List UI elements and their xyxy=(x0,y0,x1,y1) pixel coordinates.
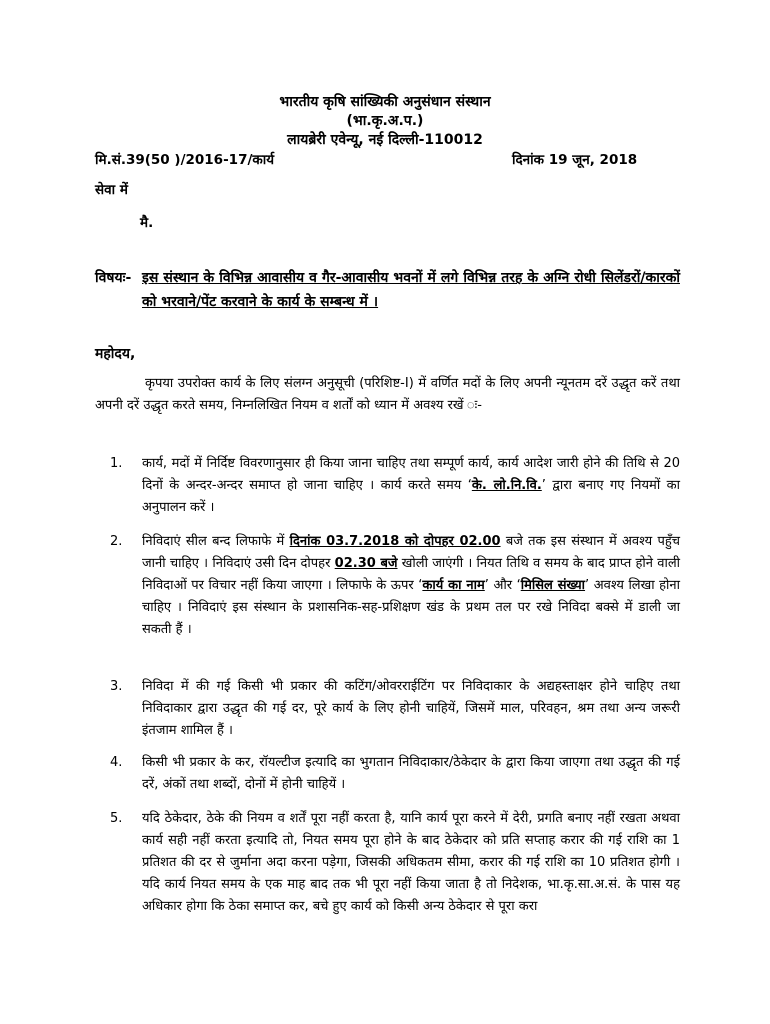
item-number: 5. xyxy=(110,811,123,826)
cpwd-emphasis: के. लो.नि.वि. xyxy=(471,478,542,493)
subject-label: विषयः- xyxy=(95,270,132,286)
subject-text: इस संस्थान के विभिन्न आवासीय व गैर-आवासीय भवनों में लगे विभिन्न तरह के अग्नि रोधी सिलेंडरों/कारकों को भरवाने/पेंट करवाने के कार्य के सम्बन्ध में । xyxy=(142,270,680,310)
opening-time-emphasis: 02.30 बजे xyxy=(334,556,398,571)
list-item xyxy=(110,752,680,796)
list-item xyxy=(110,676,680,742)
letter-date: दिनांक 19 जून, 2018 xyxy=(512,152,638,168)
list-item xyxy=(110,531,680,641)
institute-address: लायब्रेरी एवेन्यू, नई दिल्ली-110012 xyxy=(287,132,483,148)
item-text: निविदाएं सील बन्द लिफाफे में दिनांक 03.7.2018 को दोपहर 02.00 बजे तक इस संस्थान में अवश्य पहुँच जानी चाहिए । निविदाएं उसी दिन दोपहर 02.30 बजे खोली जाएंगी । नियत तिथि व समय के बाद प्राप्त होने वाली निविदाओं पर विचार नहीं किया जाएगा । लिफाफे के ऊपर ‘कार्य का नाम’ और ‘मिसिल संख्या’ अवश्य लिखा होना चाहिए । निविदाएं इस संस्थान के प्रशासनिक-सह-प्रशिक्षण खंड के प्रथम तल पर रखे निविदा बक्से में डाली जा सकती हैं । xyxy=(142,534,681,637)
list-item xyxy=(110,808,680,918)
item-number: 2. xyxy=(110,534,123,549)
item-number: 1. xyxy=(110,456,123,471)
item-text: यदि ठेकेदार, ठेके की नियम व शर्तें पूरा नहीं करता है, यानि कार्य पूरा करने में देरी, प्रगति बनाए नहीं रखता अथवा कार्य सही नहीं करता इत्यादि तो, नियत समय पूरा होने के बाद ठेकेदार को प्रति सप्ताह करार की गई राशि का 1 प्रतिशत की दर से जुर्माना अदा करना पड़ेगा, जिसकी अधिकतम सीमा, करार की गई राशि का 10 प्रतिशत होगी । यदि कार्य नियत समय के एक माह बाद तक भी पूरा नहीं किया जाता है तो निदेशक, भा.कृ.सा.अ.सं. के पास यह अधिकार होगा कि ठेका समाप्त कर, बचे हुए कार्य को किसी अन्य ठेकेदार से पूरा करा xyxy=(142,811,680,914)
list-item xyxy=(110,453,680,519)
item-text: कार्य, मदों में निर्दिष्ट विवरणानुसार ही किया जाना चाहिए तथा सम्पूर्ण कार्य, कार्य आदेश जारी होने की तिथि से 20 दिनों के अन्दर-अन्दर समाप्त हो जाना चाहिए । कार्य करते समय ‘के. लो.नि.वि.’ द्वारा बनाए गए नियमों का अनुपालन करें । xyxy=(142,456,680,515)
item-number: 3. xyxy=(110,679,123,694)
subject-block xyxy=(95,266,680,314)
institute-name: भारतीय कृषि सांख्यिकी अनुसंधान संस्थान xyxy=(279,94,491,110)
item-text: निविदा में की गई किसी भी प्रकार की कटिंग/ओवरराईटिंग पर निविदाकार के अद्यहस्ताक्षर होने चाहिए तथा निविदाकार द्वारा उद्धृत की गई दर, पूरे कार्य के लिए होनी चाहियें, जिसमें माल, परिवहन, श्रम तथा अन्य जरूरी इंतजाम शामिल हैं । xyxy=(142,679,680,738)
item-text: किसी भी प्रकार के कर, रॉयल्टीज इत्यादि का भुगतान निविदाकार/ठेकेदार के द्वारा किया जाएगा तथा उद्धृत की गई दरें, अंकों तथा शब्दों, दोनों में होनी चाहियें । xyxy=(142,755,680,792)
reference-number: मि.सं.39(50 )/2016-17/कार्य xyxy=(95,152,275,168)
institute-abbreviation: (भा.कृ.अ.प.) xyxy=(346,113,424,129)
salutation: महोदय, xyxy=(95,346,136,362)
intro-paragraph: कृपया उपरोक्त कार्य के लिए संलग्न अनुसूची (परिशिष्ट-I) में वर्णित मदों के लिए अपनी न्यूनतम दरें उद्धृत करें तथा अपनी दरें उद्धृत करते समय, निम्नलिखित नियम व शर्तों को ध्यान में अवश्य रखें ः- xyxy=(95,376,680,413)
item-number: 4. xyxy=(110,755,123,770)
work-name-emphasis: कार्य का नाम xyxy=(422,578,485,593)
file-number-emphasis: मिसिल संख्या xyxy=(520,578,586,593)
deadline-emphasis: दिनांक 03.7.2018 को दोपहर 02.00 xyxy=(289,534,501,549)
to-label: सेवा में xyxy=(95,182,128,198)
addressee: मै. xyxy=(140,215,154,231)
